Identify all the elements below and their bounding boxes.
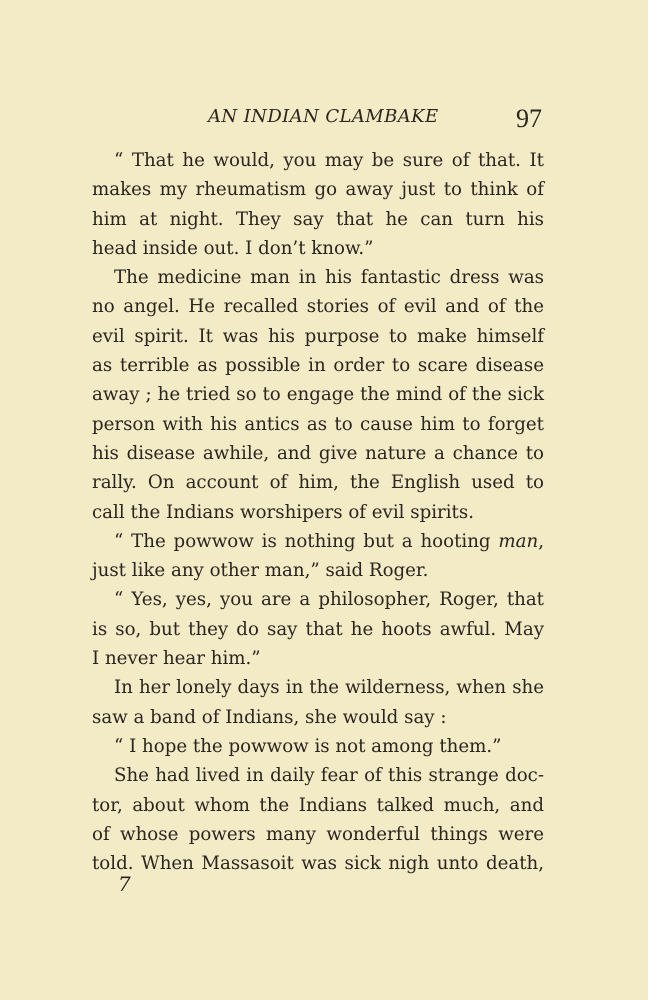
text-line: person with his antics as to cause him to forget bbox=[92, 413, 544, 435]
text-line: rally. On account of him, the English used to bbox=[92, 472, 544, 494]
text-line: tor, about whom the Indians talked much, and bbox=[92, 794, 544, 816]
running-header bbox=[92, 106, 544, 136]
text-line: “ I hope the powwow is not among them.” bbox=[114, 735, 502, 757]
text-line: “ The powwow is nothing but a hooting man, bbox=[114, 530, 544, 552]
text-line: head inside out. I don’t know.” bbox=[92, 237, 374, 259]
text-line: of whose powers many wonderful things were bbox=[92, 823, 544, 845]
text-line: The medicine man in his fantastic dress was bbox=[114, 267, 544, 289]
text-line: “ That he would, you may be sure of that. It bbox=[114, 150, 544, 171]
signature-mark: 7 bbox=[118, 872, 131, 896]
text-line: just like any other man,” said Roger. bbox=[92, 560, 429, 582]
text-line: his disease awhile, and give nature a chance to bbox=[92, 442, 544, 464]
running-title: AN INDIAN CLAMBAKE bbox=[208, 106, 439, 127]
text-line: told. When Massasoit was sick nigh unto death, bbox=[92, 853, 544, 875]
text-line: She had lived in daily fear of this strange doc- bbox=[114, 765, 544, 787]
text-line: “ Yes, yes, you are a philosopher, Roger, that bbox=[114, 589, 544, 611]
text-line: call the Indians worshipers of evil spirits. bbox=[92, 501, 474, 523]
text-line: is so, but they do say that he hoots awful. May bbox=[92, 618, 544, 640]
text-line: makes my rheumatism go away just to think of bbox=[92, 179, 544, 201]
text-line: evil spirit. It was his purpose to make himself bbox=[92, 325, 544, 347]
text-line: away ; he tried so to engage the mind of the sick bbox=[92, 384, 544, 406]
text-line: no angel. He recalled stories of evil and of the bbox=[92, 296, 544, 318]
body-text bbox=[92, 146, 544, 878]
text-line: him at night. They say that he can turn his bbox=[92, 208, 544, 230]
text-line: as terrible as possible in order to scare disease bbox=[92, 355, 544, 377]
text-line: saw a band of Indians, she would say : bbox=[92, 706, 447, 728]
text-line: In her lonely days in the wilderness, when she bbox=[114, 677, 544, 699]
text-line: I never hear him.” bbox=[92, 648, 261, 670]
page-number: 97 bbox=[516, 104, 542, 133]
